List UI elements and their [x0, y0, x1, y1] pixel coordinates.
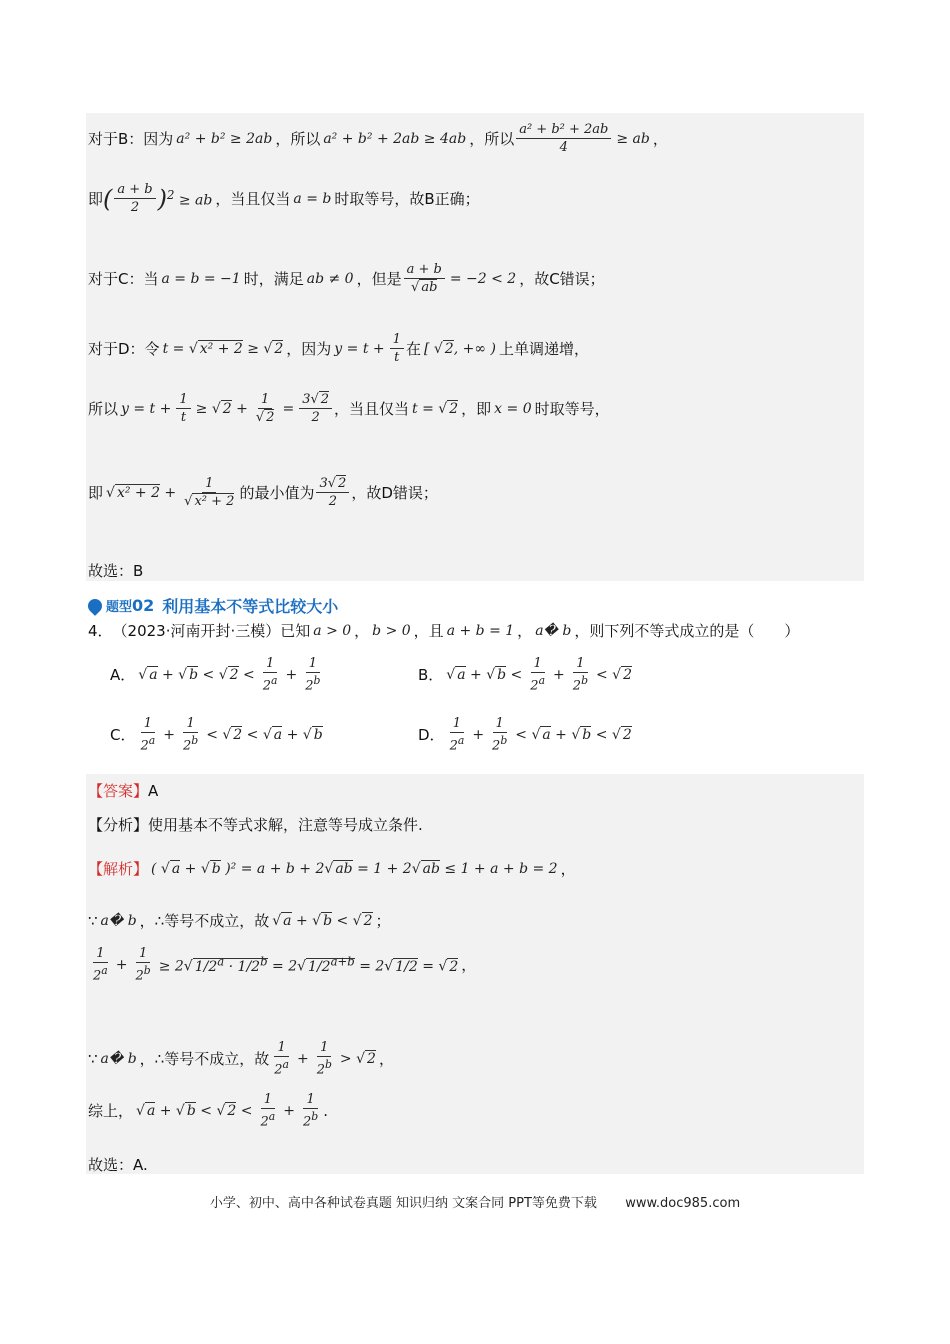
section-heading: 题型 02 利用基本不等式比较大小: [88, 594, 338, 617]
footer-site-link[interactable]: www.doc985.com: [625, 1196, 741, 1211]
location-pin-icon: [85, 596, 105, 616]
solution-line-1: 【解析】 ( √ a + √ b )² = a + b + 2√ ab = 1 + 2√ ab ≤ 1 + a + b = 2 ，: [88, 860, 576, 878]
line-option-b-1: 对于B：因为 a² + b² ≥ 2ab ，所以 a² + b² + 2ab ≥ 4ab ，所以 $\frac{\text{a² + b² + 2ab}}{4}$ ≥ ab ，: [88, 122, 668, 155]
solution-line-4: ∵ a� b ，∴等号不成立，故 $\frac{1}{2^a}$ + $\frac{1}{2^b}$ > √ 2 ，: [88, 1040, 394, 1078]
line-option-d-1: 对于D：令 t = √ x² + 2 ≥ √ 2 ，因为 y = t + $\frac{1}{t}$ 在 [ √ 2, +∞ ) 上单调递增，: [88, 332, 589, 365]
conclusion-a: 故选：A.: [88, 1156, 148, 1174]
line-option-d-3: 即 √ x² + 2 + $\frac{1}{\text{√ x² + 2}}$ 的最小值为 $\frac{3√ 2}{2}$ ，故D错误；: [88, 476, 438, 509]
answer-line: 【答案】 A: [88, 781, 159, 800]
conclusion-b: 故选：B: [88, 562, 144, 580]
line-option-b-2: 即 ( $\frac{a + b}{2}$ ) $^2$ ≥ ab ，当且仅当 a = b 时取等号，故B正确；: [88, 182, 480, 215]
solution-line-3: $\frac{1}{2^a}$ + $\frac{1}{2^b}$ ≥ 2√ $1/2^a \cdot 1/2^b = 2√$ $1/2^{a+b} = 2√$ 1/2 = √ 2 ，: [93, 946, 477, 984]
option-d[interactable]: D． $\frac{1}{2^a}$ + $\frac{1}{2^b}$ < √ a + √ b < √ 2: [418, 716, 632, 754]
math-ineq-1: a² + b² ≥ 2ab: [176, 130, 273, 147]
solution-summary: 综上， √ a + √ b < √ 2 < $\frac{1}{2^a}$ + $\frac{1}{2^b}$ .: [88, 1092, 328, 1130]
question-stem: 4． （2023·河南开封·三模）已知 a > 0 ， b > 0 ，且 a + b = 1 ， a� b ，则下列不等式成立的是（ ）: [88, 622, 800, 640]
solution-line-2: ∵ a� b ，∴等号不成立，故 √ a + √ b < √ 2 ；: [88, 911, 391, 930]
line-option-c: 对于C：当 a = b = −1 时，满足 ab ≠ 0 ，但是 $\frac{a + b}{√ ab}$ = −2 < 2 ，故C错误；: [88, 262, 605, 295]
math-frac-1: $\frac{\text{a² + b² + 2ab}}{4}$: [516, 122, 611, 155]
page-footer: 小学、初中、高中各种试卷真题 知识归纳 文案合同 PPT等免费下载 www.doc985.com: [209, 1196, 741, 1211]
math-ineq-2: a² + b² + 2ab ≥ 4ab: [323, 130, 467, 147]
option-b[interactable]: B． √ a + √ b < $\frac{1}{2^a}$ + $\frac{1}{2^b}$ < √ 2: [418, 656, 633, 694]
math-frac-2: $\frac{a + b}{2}$: [114, 182, 155, 215]
option-c[interactable]: C． $\frac{1}{2^a}$ + $\frac{1}{2^b}$ < √ 2 < √ a + √ b: [110, 716, 323, 754]
option-a[interactable]: A． √ a + √ b < √ 2 < $\frac{1}{2^a}$ + $\frac{1}{2^b}$: [110, 656, 321, 694]
analysis-line: 【分析】 使用基本不等式求解，注意等号成立条件.: [88, 816, 423, 834]
line-option-d-2: 所以 y = t + $\frac{1}{t}$ ≥ √ 2 + $\frac{1}{√ 2}$ = $\frac{3√ 2}{2}$ ，当且仅当 t = √ 2 ，即 x = 0 时取等号，: [88, 392, 610, 425]
